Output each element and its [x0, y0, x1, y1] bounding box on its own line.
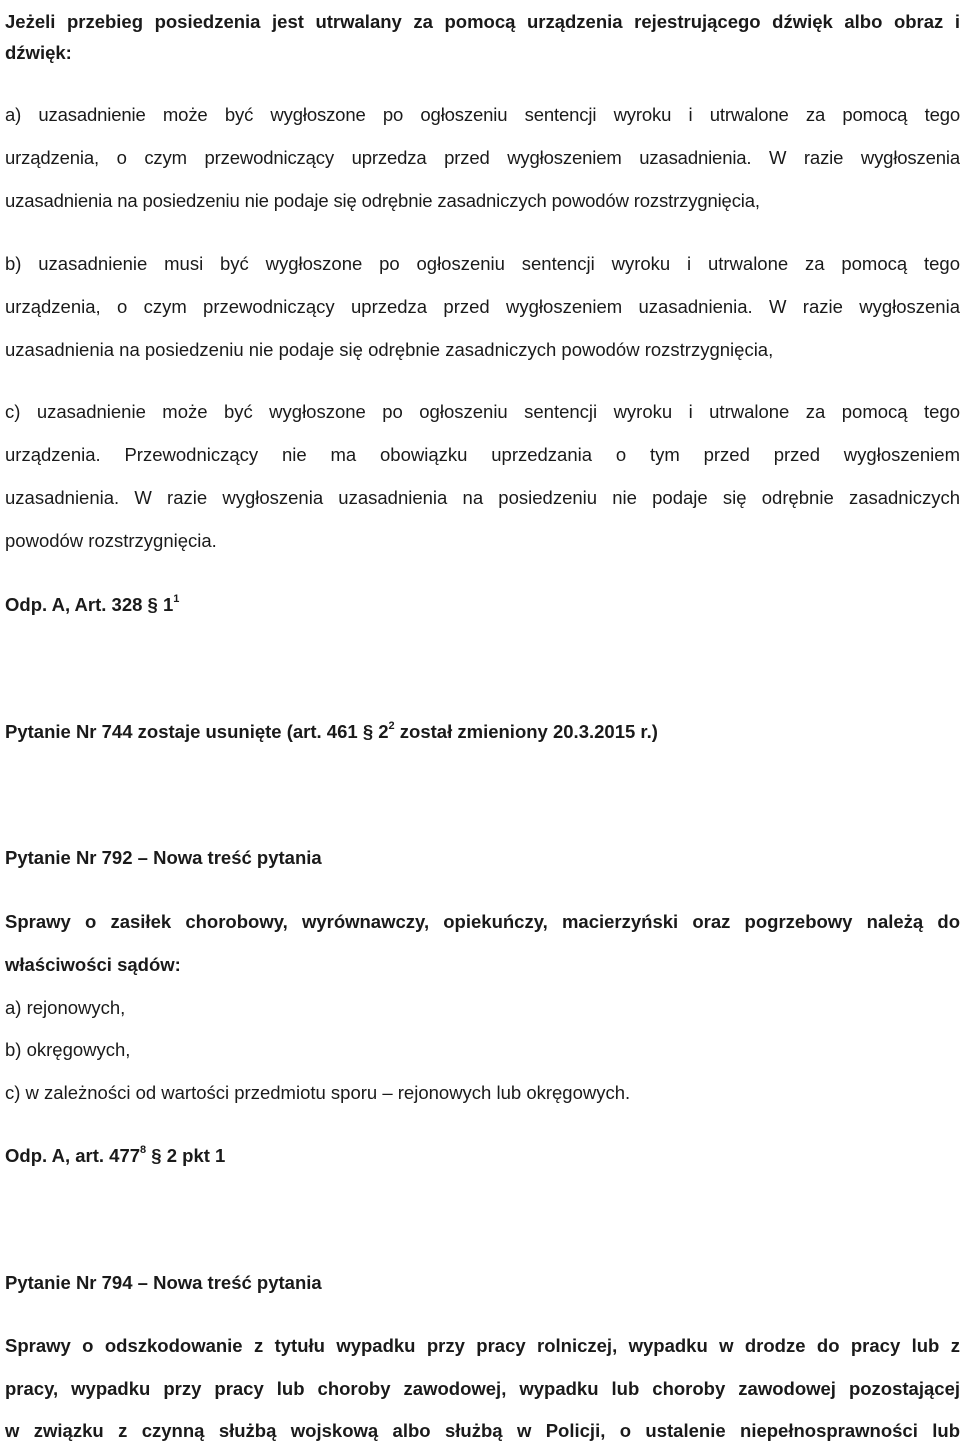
answer-option-a: a) rejonowych, [5, 997, 126, 1018]
answer-option-a-line: urządzenia, o czym przewodniczący uprzedza przed wygłoszeniem uzasadnienia. W razie wygłoszenia [5, 147, 960, 168]
answer-option-b: b) okręgowych, [5, 1039, 131, 1060]
answer-option-a-line: uzasadnienia na posiedzeniu nie podaje się odrębnie zasadniczych powodów rozstrzygnięcia, [5, 190, 760, 211]
answer-key-text: Odp. A, Art. 328 § 1 [5, 594, 174, 615]
note-text-tail: został zmieniony 20.3.2015 r.) [394, 721, 658, 742]
answer-key-tail: § 2 pkt 1 [146, 1145, 226, 1166]
question-stem-line: dźwięk: [5, 42, 72, 63]
answer-key-superscript: 1 [173, 592, 180, 605]
answer-option-c: c) w zależności od wartości przedmiotu sporu – rejonowych lub okręgowych. [5, 1082, 631, 1103]
answer-option-c: c) uzasadnienie może być wygłoszone po ogłoszeniu sentencji wyroku i utrwalone za pomocą tego [5, 401, 960, 422]
answer-key [5, 1143, 960, 1169]
question-stem-line: pracy, wypadku przy pracy lub choroby zawodowej, wypadku lub choroby zawodowej pozostającej [5, 1378, 960, 1399]
answer-option-b: b) uzasadnienie musi być wygłoszone po ogłoszeniu sentencji wyroku i utrwalone za pomocą tego [5, 253, 960, 274]
question-stem-line: w związku z czynną służbą wojskową albo służbą w Policji, o ustalenie niepełnosprawności lub [5, 1420, 960, 1441]
answer-option-b-line: uzasadnienia na posiedzeniu nie podaje się odrębnie zasadniczych powodów rozstrzygnięcia, [5, 339, 774, 360]
answer-option-c-line: powodów rozstrzygnięcia. [5, 530, 217, 551]
answer-option-c-line: urządzenia. Przewodniczący nie ma obowiązku uprzedzania o tym przed przed wygłoszeniem [5, 444, 960, 465]
answer-option-b-line: urządzenia, o czym przewodniczący uprzedza przed wygłoszeniem uzasadnienia. W razie wygłoszenia [5, 296, 960, 317]
question-heading: Pytanie Nr 792 – Nowa treść pytania [5, 847, 322, 868]
note-superscript: 2 [388, 719, 395, 732]
answer-key-superscript: 8 [140, 1143, 147, 1156]
note-text: Pytanie Nr 744 zostaje usunięte (art. 461 § 2 [5, 721, 389, 742]
question-stem-line: Sprawy o zasiłek chorobowy, wyrównawczy, opiekuńczy, macierzyński oraz pogrzebowy należą do [5, 911, 960, 932]
answer-option-c-line: uzasadnienia. W razie wygłoszenia uzasadnienia na posiedzeniu nie podaje się odrębnie zasadniczych [5, 487, 960, 508]
question-stem-line: Sprawy o odszkodowanie z tytułu wypadku przy pracy rolniczej, wypadku w drodze do pracy lub z [5, 1335, 960, 1356]
answer-option-a: a) uzasadnienie może być wygłoszone po ogłoszeniu sentencji wyroku i utrwalone za pomocą tego [5, 104, 960, 125]
question-stem-line: Jeżeli przebieg posiedzenia jest utrwalany za pomocą urządzenia rejestrującego dźwięk albo obraz i [5, 11, 960, 32]
question-removed-note [5, 719, 960, 745]
answer-key [5, 592, 960, 618]
question-heading: Pytanie Nr 794 – Nowa treść pytania [5, 1272, 322, 1293]
answer-key-text: Odp. A, art. 477 [5, 1145, 141, 1166]
question-stem-line: właściwości sądów: [5, 954, 181, 975]
